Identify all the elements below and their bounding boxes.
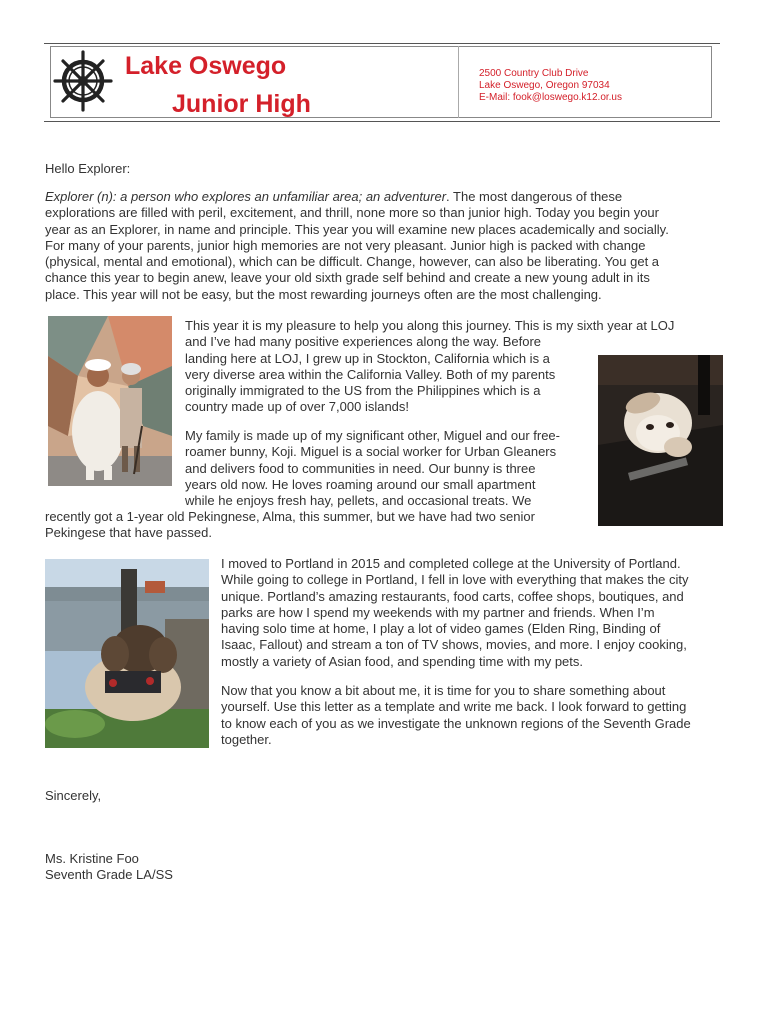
greeting: Hello Explorer: [45, 161, 131, 176]
intro-line: chance this year to begin anew, leave your old sixth grade self behind and create a new young adult in its [45, 270, 650, 286]
intro-line: explorations are filled with peril, excitement, and thrill, none more so than junior high. Today you begin your [45, 205, 659, 221]
intro-line: (physical, mental and emotional), which can be difficult. Change, however, can also be liberating. You get a [45, 254, 660, 270]
paragraph-line: country made up of over 7,000 islands! [185, 399, 410, 415]
school-name-line2: Junior High [172, 90, 311, 118]
contact-email[interactable]: E-Mail: fook@loswego.k12.or.us [479, 92, 622, 103]
paragraph-line: to know each of you as we investigate the unknown regions of the Seventh Grade [221, 715, 691, 731]
intro-line: place. This year will not be easy, but the most rewarding journeys often are the most challenging. [45, 286, 602, 302]
paragraph-line: very diverse area within the California Valley. Both of my parents [185, 366, 556, 382]
paragraph-line: mostly a variety of Asian food, and spending time with my pets. [221, 653, 584, 669]
portland-paragraph [221, 556, 689, 670]
paragraph-line: This year it is my pleasure to help you along this journey. This is my sixth year at LOJ [185, 318, 675, 333]
paragraph-line: While going to college in Portland, I fell in love with everything that makes the city [221, 572, 689, 588]
paragraph-line: My family is made up of my significant other, Miguel and our free- [185, 428, 560, 443]
header-bottom-rule [44, 121, 720, 122]
family-paragraph-wide [45, 509, 535, 542]
paragraph-line: I moved to Portland in 2015 and completed college at the University of Portland. [221, 556, 681, 571]
paragraph-line: originally immigrated to the US from the Philippines which is a [185, 383, 541, 399]
letterhead-divider [458, 46, 459, 118]
intro-paragraph [45, 189, 725, 303]
intro-line: For many of your parents, junior high memories are not very pleasant. Junior high is packed with change [45, 237, 646, 253]
closing-salutation: Sincerely, [45, 788, 102, 803]
paragraph-line: yourself. Use this letter as a template and write me back. I look forward to getting [221, 699, 687, 715]
intro-line: . The most dangerous of these [446, 189, 623, 204]
explorer-definition: Explorer (n): a person who explores an unfamiliar area; an adventurer [45, 189, 447, 204]
paragraph-line: recently got a 1-year old Pekingnese, Alma, this summer, but we have had two senior [45, 509, 535, 524]
paragraph-line: roamer bunny, Koji. Miguel is a social worker for Urban Gleaners [185, 444, 557, 460]
paragraph-line: landing here at LOJ, I grew up in Stockton, California which is a [185, 350, 550, 366]
intro-line: year as an Explorer, in name and principle. This year you will examine new places academically and socially. [45, 221, 669, 237]
costume-photo [48, 316, 172, 486]
address-city: Lake Oswego, Oregon 97034 [479, 80, 610, 91]
paragraph-line: while he enjoys fresh hay, pellets, and occasional treats. We [185, 493, 532, 509]
signature-name: Ms. Kristine Foo [45, 851, 139, 866]
dog-photo [45, 559, 209, 748]
paragraph-line: and I’ve had many positive experiences along the way. Before [185, 334, 542, 350]
paragraph-line: having solo time at home, I play a lot of video games (Elden Ring, Binding of [221, 621, 661, 637]
bunny-photo [598, 355, 723, 526]
paragraph-line: and delivers food to communities in need. Our bunny is three [185, 460, 536, 476]
family-paragraph [185, 428, 560, 509]
paragraph-line: unique. Portland’s amazing restaurants, food carts, coffee shops, boutiques, and [221, 588, 684, 604]
header-top-rule [44, 43, 720, 44]
paragraph-line: parks are how I spend my weekends with my partner and friends. When I’m [221, 604, 655, 620]
closing-paragraph [221, 683, 691, 748]
school-name-line1: Lake Oswego [125, 52, 287, 80]
signature-title: Seventh Grade LA/SS [45, 867, 173, 882]
paragraph-line: years old now. He loves roaming around our small apartment [185, 476, 536, 492]
paragraph-line: Isaac, Fallout) and stream a ton of TV shows, movies, and more. I enjoy cooking, [221, 637, 687, 653]
paragraph-line: Pekingese that have passed. [45, 525, 212, 541]
address-street: 2500 Country Club Drive [479, 68, 589, 79]
ship-wheel-icon [53, 50, 113, 112]
paragraph-line: together. [221, 731, 272, 747]
paragraph-line: Now that you know a bit about me, it is time for you to share something about [221, 683, 666, 698]
